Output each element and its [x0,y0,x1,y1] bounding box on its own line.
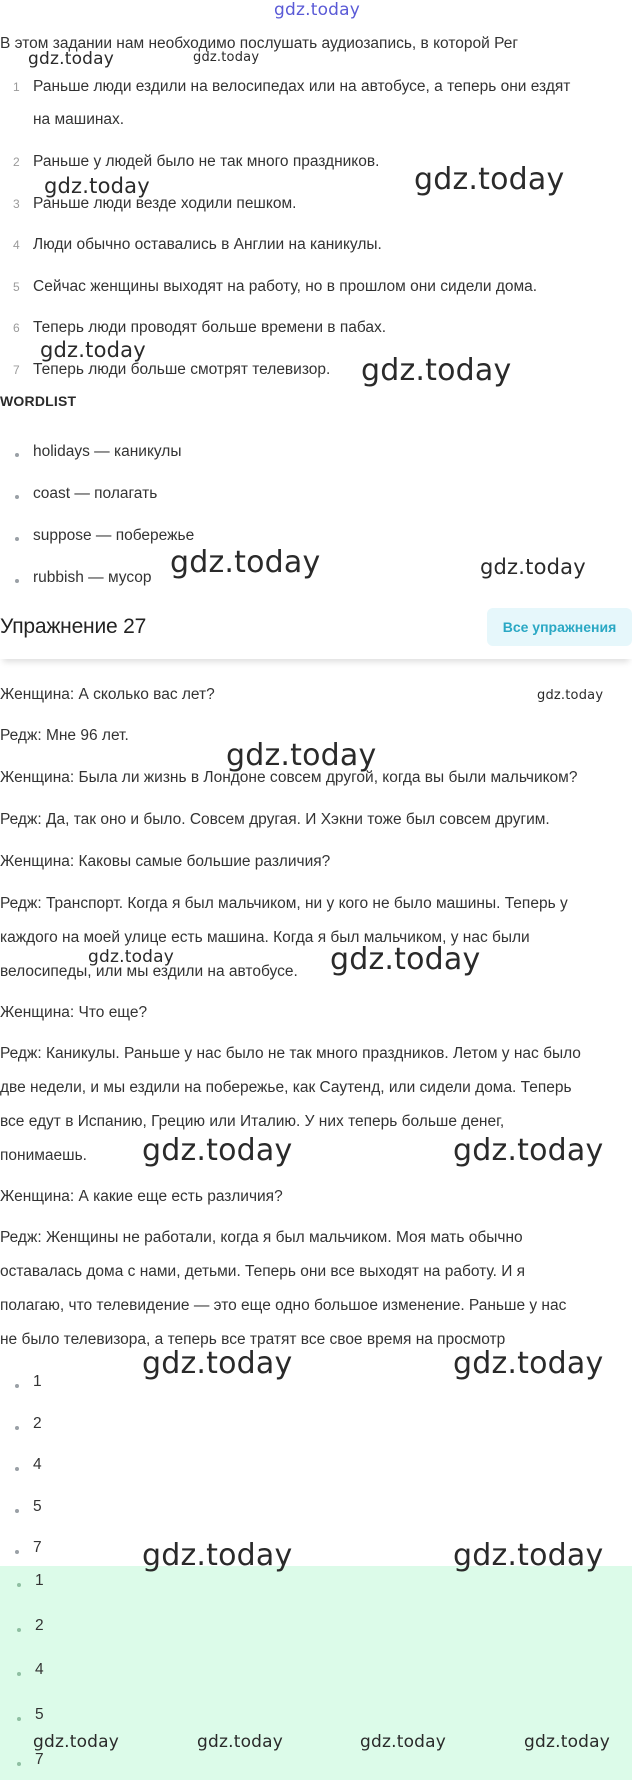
watermark: gdz.today [33,1732,120,1752]
dialogue-line: две недели, и мы ездили на побережье, как Саутенд, или сидели дома. Теперь [0,1079,572,1096]
watermark: gdz.today [40,338,146,362]
dialogue-line: понимаешь. [0,1147,87,1164]
bullet-dot [15,1426,19,1430]
all-exercises-button[interactable]: Все упражнения [487,608,632,646]
wordlist-item: suppose — побережье [33,527,195,544]
list-item: 2 [33,1415,42,1432]
answer-item: 7 [35,1751,44,1768]
bullet-dot [15,537,19,541]
statement-line: Раньше люди везде ходили пешком. [33,195,297,212]
bullet-dot [17,1762,21,1766]
watermark: gdz.today [142,1346,293,1381]
dialogue-line: Женщина: Была ли жизнь в Лондоне совсем другой, когда вы были мальчиком? [0,769,578,786]
statement-line: Теперь люди больше смотрят телевизор. [33,361,331,378]
watermark: gdz.today [453,1133,604,1168]
exercise-title: Упражнение 27 [0,615,147,638]
dialogue-line: все едут в Испанию, Грецию или Италию. У них теперь больше денег, [0,1113,505,1130]
watermark: gdz.today [453,1346,604,1381]
wordlist-heading: WORDLIST [0,393,77,409]
list-item: 1 [33,1373,42,1390]
watermark: gdz.today [414,162,565,197]
statement-line: Раньше у людей было не так много праздников. [33,153,380,170]
statement-number: 3 [13,197,20,211]
watermark: gdz.today [197,1732,284,1752]
watermark: gdz.today [537,688,604,703]
exercise-header [0,599,632,659]
answer-block [0,1566,632,1780]
watermark: gdz.today [170,545,321,580]
statement-line: Теперь люди проводят больше времени в пабах. [33,319,387,336]
intro-text: В этом задании нам необходимо послушать аудиозапись, в которой Рег [0,35,519,52]
statement-number: 5 [13,280,20,294]
watermark: gdz.today [88,947,175,967]
statement-line: Раньше люди ездили на велосипедах или на автобусе, а теперь они ездят [33,78,571,95]
bullet-dot [17,1583,21,1587]
dialogue-line: полагаю, что телевидение — это еще одно большое изменение. Раньше у нас [0,1297,567,1314]
dialogue-line: Женщина: А какие еще есть различия? [0,1188,283,1205]
watermark: gdz.today [524,1732,611,1752]
dialogue-line: Женщина: А сколько вас лет? [0,686,215,703]
answer-item: 5 [35,1706,44,1723]
bullet-dot [15,453,19,457]
answer-item: 2 [35,1617,44,1634]
watermark: gdz.today [142,1133,293,1168]
list-item: 5 [33,1498,42,1515]
watermark: gdz.today [193,50,260,65]
wordlist-item: coast — полагать [33,485,158,502]
statement-line: Сейчас женщины выходят на работу, но в прошлом они сидели дома. [33,278,538,295]
watermark: gdz.today [28,49,115,69]
watermark: gdz.today [453,1538,604,1573]
statement-number: 2 [13,155,20,169]
bullet-dot [15,1384,19,1388]
list-item: 4 [33,1456,42,1473]
dialogue-line: Редж: Транспорт. Когда я был мальчиком, ни у кого не было машины. Теперь у [0,895,568,912]
statement-line: Люди обычно оставались в Англии на каникулы. [33,236,382,253]
answer-item: 4 [35,1661,44,1678]
watermark: gdz.today [226,738,377,773]
dialogue-line: Женщина: Что еще? [0,1004,148,1021]
watermark: gdz.today [330,942,481,977]
dialogue-line: велосипеды, или мы ездили на автобусе. [0,963,298,980]
dialogue-line: оставалась дома с нами, детьми. Теперь они все выходят на работу. И я [0,1263,526,1280]
watermark: gdz.today [44,174,150,198]
bullet-dot [15,1550,19,1554]
bullet-dot [15,1509,19,1513]
bullet-dot [15,495,19,499]
dialogue-line: Редж: Мне 96 лет. [0,727,129,744]
bullet-dot [15,1467,19,1471]
statement-number: 4 [13,238,20,252]
dialogue-line: Редж: Да, так оно и было. Совсем другая. И Хэкни тоже был совсем другим. [0,811,550,828]
dialogue-line: Редж: Каникулы. Раньше у нас было не так много праздников. Летом у нас было [0,1045,581,1062]
bullet-dot [17,1672,21,1676]
dialogue-line: не было телевизора, а теперь все тратят все свое время на просмотр [0,1331,506,1348]
statement-number: 6 [13,321,20,335]
statement-number: 7 [13,363,20,377]
watermark: gdz.today [142,1538,293,1573]
wordlist-item: rubbish — мусор [33,569,152,586]
dialogue-line: Женщина: Каковы самые большие различия? [0,853,331,870]
bullet-dot [17,1717,21,1721]
wordlist-item: holidays — каникулы [33,443,182,460]
watermark: gdz.today [480,555,586,579]
list-item: 7 [33,1539,42,1556]
watermark-top: gdz.today [274,0,361,20]
bullet-dot [17,1628,21,1632]
statement-line: на машинах. [33,111,125,128]
watermark: gdz.today [360,1732,447,1752]
statement-number: 1 [13,80,20,94]
answer-item: 1 [35,1572,44,1589]
dialogue-line: Редж: Женщины не работали, когда я был мальчиком. Моя мать обычно [0,1229,523,1246]
dialogue-line: каждого на моей улице есть машина. Когда я был мальчиком, у нас были [0,929,530,946]
bullet-dot [15,579,19,583]
watermark: gdz.today [361,353,512,388]
